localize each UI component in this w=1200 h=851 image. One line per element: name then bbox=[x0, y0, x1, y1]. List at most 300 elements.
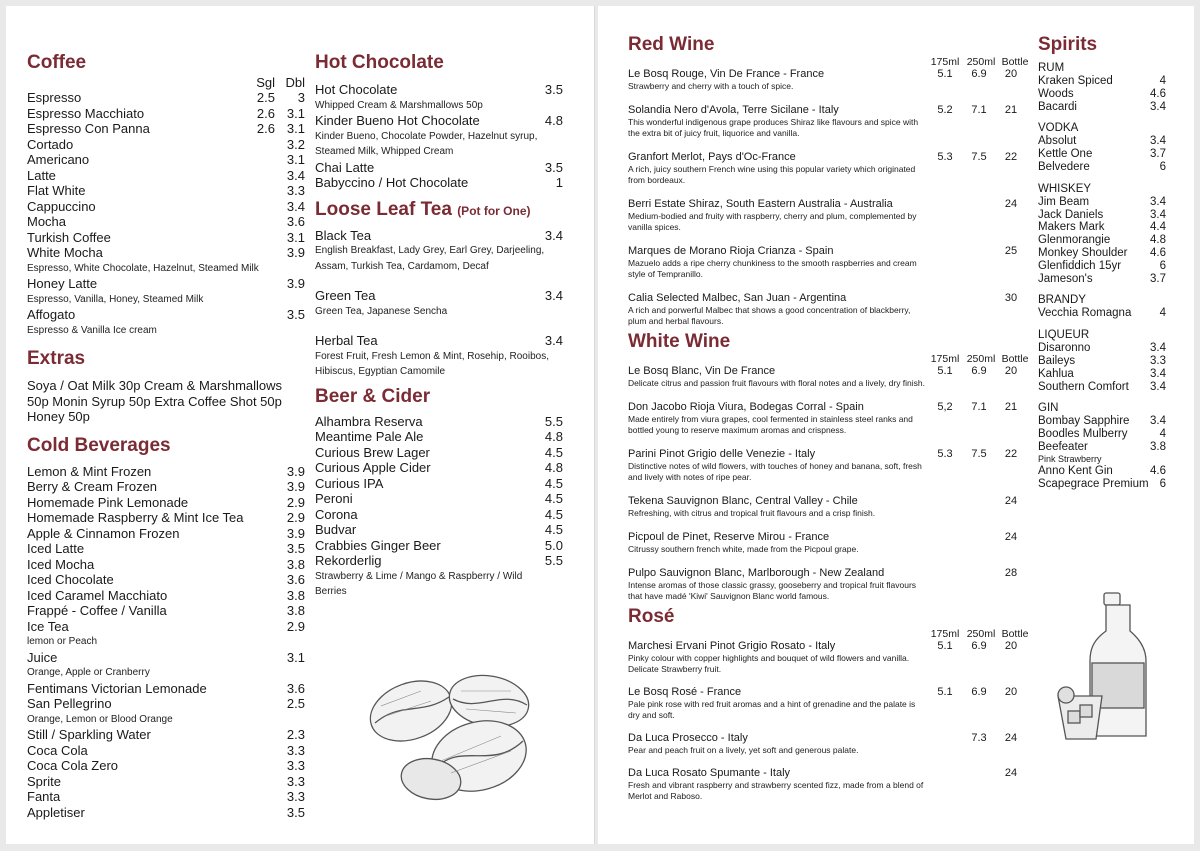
item-name: Alhambra Reserva bbox=[315, 413, 423, 429]
menu-item bbox=[27, 199, 305, 215]
item-name: Coca Cola bbox=[27, 742, 88, 758]
wine-name: Don Jacobo Rioja Viura, Bodegas Corral - Spain bbox=[628, 401, 864, 413]
cold-beverages-list bbox=[27, 464, 305, 821]
wine-item bbox=[628, 198, 1028, 233]
menu-item bbox=[27, 789, 305, 805]
spirit-item bbox=[1038, 75, 1166, 88]
spirit-item bbox=[1038, 307, 1166, 320]
wine-name: Le Bosq Rouge, Vin De France - France bbox=[628, 68, 825, 80]
price-250ml: 6.9 bbox=[971, 686, 987, 698]
spirit-item bbox=[1038, 209, 1166, 222]
price-bottle: 20 bbox=[1004, 640, 1018, 652]
menu-item bbox=[315, 445, 563, 461]
price-double: 3.9 bbox=[286, 245, 305, 260]
spirit-name: Glenfiddich 15yr bbox=[1038, 259, 1122, 272]
item-name: Curious Apple Cider bbox=[315, 460, 431, 475]
price-175ml: 5.1 bbox=[937, 640, 953, 652]
menu-item bbox=[27, 479, 305, 495]
spirit-category: BRANDY bbox=[1038, 294, 1086, 307]
tea-title: Loose Leaf Tea bbox=[315, 198, 452, 220]
menu-item bbox=[27, 603, 305, 619]
spirit-price: 3.4 bbox=[1150, 415, 1166, 428]
rose-size-header bbox=[628, 628, 1028, 640]
item-price: 4.8 bbox=[544, 113, 563, 128]
price-250ml: 6.9 bbox=[971, 68, 987, 80]
spirit-item bbox=[1038, 148, 1166, 161]
menu-item bbox=[315, 333, 563, 349]
menu-item bbox=[27, 774, 305, 790]
menu-item bbox=[27, 183, 305, 199]
coffee-size-header bbox=[27, 76, 305, 90]
wine-name: Picpoul de Pinet, Reserve Mirou - France bbox=[628, 531, 830, 543]
white-wine-list bbox=[628, 365, 1028, 602]
spirit-item bbox=[1038, 342, 1166, 355]
price-175ml: 5.3 bbox=[937, 448, 953, 460]
item-price: 3.4 bbox=[544, 288, 563, 303]
spirit-item bbox=[1038, 196, 1166, 209]
spirit-item bbox=[1038, 415, 1166, 428]
price-single: 2.6 bbox=[256, 105, 275, 121]
menu-item bbox=[27, 276, 305, 292]
item-name: Chai Latte bbox=[315, 159, 375, 175]
spirit-item bbox=[1038, 441, 1166, 454]
menu-item bbox=[27, 495, 305, 511]
spirit-name: Jameson's bbox=[1038, 272, 1093, 285]
wine-name: Tekena Sauvignon Blanc, Central Valley - Chile bbox=[628, 495, 858, 507]
item-name: Curious Brew Lager bbox=[315, 444, 430, 460]
size-175ml: 175ml bbox=[930, 628, 960, 640]
price-double: 3.1 bbox=[286, 229, 305, 245]
price-double: 3 bbox=[297, 90, 305, 105]
spirit-bottle-illustration bbox=[1050, 591, 1170, 741]
item-price: 2.9 bbox=[286, 510, 305, 525]
spirit-price: 4 bbox=[1159, 307, 1166, 320]
item-name: Budvar bbox=[315, 522, 357, 537]
menu-item bbox=[27, 214, 305, 230]
size-250ml: 250ml bbox=[966, 56, 996, 68]
item-price: 1 bbox=[555, 175, 563, 190]
spirit-item bbox=[1038, 273, 1166, 286]
spirit-price: 4.6 bbox=[1150, 87, 1166, 100]
menu-column-1 bbox=[27, 52, 305, 820]
spirit-name: Belvedere bbox=[1038, 160, 1090, 173]
spirits-column bbox=[1038, 34, 1166, 490]
item-name: Fentimans Victorian Lemonade bbox=[27, 680, 207, 696]
spirit-item bbox=[1038, 161, 1166, 174]
price-175ml: 5.1 bbox=[937, 365, 953, 377]
menu-item bbox=[315, 414, 563, 430]
menu-item bbox=[27, 650, 305, 666]
item-name: Meantime Pale Ale bbox=[315, 429, 424, 444]
extras-heading: Extras bbox=[27, 348, 86, 369]
size-175ml: 175ml bbox=[930, 353, 960, 365]
item-price: 3.4 bbox=[544, 227, 563, 243]
menu-item bbox=[27, 572, 305, 588]
item-name: Curious IPA bbox=[315, 475, 384, 491]
wine-description: Medium-bodied and fruity with raspberry, cherry and plum, complemented by vanilla spices. bbox=[628, 211, 917, 232]
wine-name: Marchesi Ervani Pinot Grigio Rosato - Italy bbox=[628, 640, 836, 652]
right-page bbox=[598, 6, 1194, 844]
item-price: 3.6 bbox=[286, 680, 305, 696]
item-name: Homemade Pink Lemonade bbox=[27, 494, 189, 510]
menu-item bbox=[27, 727, 305, 743]
spirit-price: 4.8 bbox=[1150, 234, 1166, 247]
spirit-name: Boodles Mulberry bbox=[1038, 428, 1128, 441]
item-price: 2.5 bbox=[286, 696, 305, 711]
menu-item bbox=[27, 805, 305, 821]
item-name: Ice Tea bbox=[27, 618, 69, 634]
spirit-note: Pink Strawberry bbox=[1038, 453, 1102, 464]
wine-description: Citrussy southern french white, made from the Picpoul grape. bbox=[628, 544, 859, 554]
spirit-price: 6 bbox=[1159, 160, 1166, 173]
price-double: 3.9 bbox=[286, 276, 305, 291]
item-price: 3.5 bbox=[286, 541, 305, 556]
item-price: 4.5 bbox=[544, 444, 563, 460]
wine-name: Pulpo Sauvignon Blanc, Marlborough - New Zealand bbox=[628, 567, 885, 579]
wine-item bbox=[628, 448, 1028, 483]
spirit-category: WHISKEY bbox=[1038, 182, 1092, 195]
price-bottle: 24 bbox=[1004, 495, 1018, 507]
menu-item bbox=[27, 230, 305, 246]
wine-item bbox=[628, 531, 1028, 555]
price-bottle: 22 bbox=[1004, 448, 1018, 460]
spirit-item bbox=[1038, 368, 1166, 381]
price-single bbox=[245, 230, 275, 246]
item-price: 3.5 bbox=[544, 159, 563, 175]
price-single: 2.6 bbox=[256, 121, 275, 136]
price-250ml: 7.5 bbox=[971, 151, 987, 163]
item-price: 3.8 bbox=[286, 556, 305, 572]
item-price: 4.8 bbox=[544, 429, 563, 444]
menu-item bbox=[315, 507, 563, 523]
item-name: Berry & Cream Frozen bbox=[27, 479, 158, 494]
price-bottle: 24 bbox=[1004, 198, 1018, 210]
price-single: 2.5 bbox=[256, 90, 275, 105]
spirit-item bbox=[1038, 101, 1166, 114]
price-bottle: 28 bbox=[1004, 567, 1018, 579]
price-250ml: 7.3 bbox=[971, 732, 987, 744]
price-bottle: 24 bbox=[1004, 531, 1018, 543]
wine-name: Calia Selected Malbec, San Juan - Argentina bbox=[628, 292, 847, 304]
item-price: 3.3 bbox=[286, 758, 305, 773]
menu-item bbox=[27, 152, 305, 168]
item-price: 2.3 bbox=[286, 727, 305, 742]
price-175ml: 5.1 bbox=[937, 68, 953, 80]
wine-item bbox=[628, 401, 1028, 436]
spirit-item bbox=[1038, 88, 1166, 101]
wine-column bbox=[628, 34, 1028, 802]
cold-beverages-heading: Cold Beverages bbox=[27, 434, 171, 456]
wine-item bbox=[628, 767, 1028, 802]
item-name: Crabbies Ginger Beer bbox=[315, 537, 441, 553]
spirit-name: Disaronno bbox=[1038, 342, 1091, 355]
menu-column-2 bbox=[315, 52, 563, 600]
price-single bbox=[245, 276, 275, 292]
spirit-name: Jack Daniels bbox=[1038, 208, 1104, 221]
item-price: 3.5 bbox=[544, 82, 563, 97]
item-description: English Breakfast, Lady Grey, Earl Grey, Darjeeling, Assam, Turkish Tea, Cardamom, Decaf bbox=[315, 245, 545, 272]
spirit-price: 6 bbox=[1159, 477, 1166, 490]
item-price: 3.3 bbox=[286, 742, 305, 758]
item-name: Flat White bbox=[27, 183, 86, 198]
wine-description: A rich and porwerful Malbec that shows a good concentration of blackberry, plum and herbal flavours. bbox=[628, 305, 911, 326]
white-wine-size-header bbox=[628, 353, 1028, 365]
spirit-name: Kettle One bbox=[1038, 148, 1093, 161]
coffee-heading: Coffee bbox=[27, 52, 87, 73]
beer-heading: Beer & Cider bbox=[315, 385, 431, 407]
item-name: Americano bbox=[27, 152, 90, 167]
item-price: 2.9 bbox=[286, 494, 305, 510]
price-250ml: 7.1 bbox=[971, 104, 987, 116]
item-description: Espresso, White Chocolate, Hazelnut, Steamed Milk bbox=[27, 262, 259, 274]
spirit-price: 4.6 bbox=[1150, 464, 1166, 477]
spirit-name: Glenmorangie bbox=[1038, 234, 1111, 247]
menu-item bbox=[27, 464, 305, 480]
size-250ml: 250ml bbox=[966, 628, 996, 640]
item-name: Sprite bbox=[27, 773, 61, 789]
wine-item bbox=[628, 495, 1028, 519]
item-price: 5.0 bbox=[544, 537, 563, 553]
item-name: Peroni bbox=[315, 491, 353, 506]
wine-description: A rich, juicy southern French wine using this popular variety which originated from bordeaux. bbox=[628, 164, 916, 185]
menu-item bbox=[27, 510, 305, 526]
item-price: 3.8 bbox=[286, 587, 305, 603]
spirit-name: Monkey Shoulder bbox=[1038, 246, 1128, 259]
spirit-item bbox=[1038, 428, 1166, 441]
spirit-price: 3.7 bbox=[1150, 148, 1166, 161]
price-single bbox=[245, 168, 275, 184]
spirit-item bbox=[1038, 260, 1166, 273]
item-name: Corona bbox=[315, 506, 358, 522]
spirit-item bbox=[1038, 247, 1166, 260]
extras-line: Soya / Oat Milk 30p Cream & Marshmallows bbox=[27, 378, 283, 393]
item-price: 4.5 bbox=[544, 522, 563, 537]
beer-note: Strawberry & Lime / Mango & Raspberry / Wild Berries bbox=[315, 570, 523, 597]
menu-item bbox=[27, 619, 305, 635]
menu-item bbox=[315, 476, 563, 492]
spirit-name: Woods bbox=[1038, 87, 1074, 100]
item-description: Whipped Cream & Marshmallows 50p bbox=[315, 99, 483, 111]
price-250ml: 6.9 bbox=[971, 640, 987, 652]
menu-item bbox=[27, 307, 305, 323]
menu-item bbox=[315, 82, 563, 98]
left-page bbox=[6, 6, 595, 844]
price-bottle: 24 bbox=[1004, 767, 1018, 779]
spirit-price: 4 bbox=[1159, 428, 1166, 441]
menu-item bbox=[27, 681, 305, 697]
price-double: 3.3 bbox=[286, 183, 305, 198]
spirit-item bbox=[1038, 478, 1166, 491]
price-double: 3.5 bbox=[286, 307, 305, 322]
spirit-price: 4.4 bbox=[1150, 221, 1166, 234]
red-wine-size-header bbox=[628, 56, 1028, 68]
item-description: Orange, Apple or Cranberry bbox=[27, 667, 150, 678]
item-name: Appletiser bbox=[27, 804, 85, 820]
item-name: Lemon & Mint Frozen bbox=[27, 463, 152, 479]
item-name: Turkish Coffee bbox=[27, 229, 111, 245]
item-description: Espresso & Vanilla Ice cream bbox=[27, 324, 157, 336]
price-single bbox=[245, 137, 275, 153]
item-price: 3.9 bbox=[286, 479, 305, 494]
spirit-price: 3.4 bbox=[1150, 208, 1166, 221]
item-price: 3.5 bbox=[286, 804, 305, 820]
coffee-beans-illustration bbox=[361, 661, 551, 811]
wine-name: Berri Estate Shiraz, South Eastern Australia - Australia bbox=[628, 198, 893, 210]
price-double: 3.4 bbox=[286, 167, 305, 183]
menu-item bbox=[27, 245, 305, 261]
item-name: Espresso bbox=[27, 90, 82, 105]
spirit-name: Kahlua bbox=[1038, 367, 1074, 380]
item-price: 5.5 bbox=[544, 553, 563, 568]
item-price: 3.3 bbox=[286, 789, 305, 804]
menu-item bbox=[315, 460, 563, 476]
spirit-category: GIN bbox=[1038, 402, 1059, 415]
price-bottle: 25 bbox=[1004, 245, 1018, 257]
menu-item bbox=[27, 541, 305, 557]
spirit-category: LIQUEUR bbox=[1038, 329, 1090, 342]
wine-description: Mazuelo adds a ripe cherry chunkiness to the smooth raspberries and cream style of Tempranillo. bbox=[628, 258, 917, 279]
item-price: 2.9 bbox=[286, 618, 305, 634]
tea-subtitle: (Pot for One) bbox=[457, 203, 531, 218]
wine-name: Granfort Merlot, Pays d'Oc-France bbox=[628, 151, 796, 163]
item-name: Still / Sparkling Water bbox=[27, 727, 151, 742]
item-price: 3.8 bbox=[286, 603, 305, 618]
price-single bbox=[245, 307, 275, 323]
extras-line: 50p Monin Syrup 50p Extra Coffee Shot 50p bbox=[27, 393, 282, 409]
red-wine-list bbox=[628, 68, 1028, 327]
spirit-name: Scapegrace Premium bbox=[1038, 477, 1149, 490]
menu-item bbox=[27, 557, 305, 573]
spirit-category: RUM bbox=[1038, 62, 1065, 74]
size-bottle: Bottle bbox=[1001, 628, 1029, 640]
spirit-name: Makers Mark bbox=[1038, 221, 1105, 234]
spirit-name: Jim Beam bbox=[1038, 195, 1090, 208]
wine-item bbox=[628, 104, 1028, 139]
spirit-name: Southern Comfort bbox=[1038, 380, 1129, 393]
menu-item bbox=[315, 553, 563, 569]
item-price: 3.1 bbox=[286, 649, 305, 665]
item-price: 3.3 bbox=[286, 773, 305, 789]
red-wine-heading: Red Wine bbox=[628, 34, 715, 55]
price-175ml: 5,2 bbox=[937, 401, 953, 413]
item-name: Rekorderlig bbox=[315, 553, 382, 568]
wine-item bbox=[628, 292, 1028, 327]
item-name: Juice bbox=[27, 649, 58, 665]
price-175ml: 5.3 bbox=[937, 151, 953, 163]
price-single bbox=[245, 199, 275, 215]
spirit-name: Kraken Spiced bbox=[1038, 75, 1113, 87]
wine-item bbox=[628, 245, 1028, 280]
hot-chocolate-list bbox=[315, 82, 563, 191]
wine-item bbox=[628, 567, 1028, 602]
spirit-item bbox=[1038, 234, 1166, 247]
spirits-heading: Spirits bbox=[1038, 34, 1098, 55]
price-single bbox=[245, 152, 275, 168]
menu-item bbox=[27, 526, 305, 542]
wine-name: Da Luca Prosecco - Italy bbox=[628, 732, 748, 744]
wine-description: Pale pink rose with red fruit aromas and a hint of grenadine and the palate is dry and soft. bbox=[628, 699, 916, 720]
white-wine-heading: White Wine bbox=[628, 331, 731, 352]
item-name: Iced Latte bbox=[27, 541, 85, 556]
price-250ml: 6.9 bbox=[971, 365, 987, 377]
wine-description: Pinky colour with copper highlights and bouquet of wild flowers and vanilla. Delicate Strawberry fruit. bbox=[628, 653, 910, 674]
spirit-item bbox=[1038, 465, 1166, 478]
item-price: 3.6 bbox=[286, 572, 305, 587]
spirit-price: 3.4 bbox=[1150, 342, 1166, 355]
spirit-price: 3.4 bbox=[1150, 195, 1166, 208]
price-single bbox=[245, 214, 275, 230]
item-name: White Mocha bbox=[27, 245, 103, 260]
spirit-price: 3.8 bbox=[1150, 440, 1166, 453]
spirit-price: 4 bbox=[1159, 75, 1166, 87]
item-description: Espresso, Vanilla, Honey, Steamed Milk bbox=[27, 293, 204, 305]
menu-item bbox=[27, 137, 305, 153]
item-price: 4.5 bbox=[544, 506, 563, 522]
item-name: Black Tea bbox=[315, 227, 372, 243]
item-price: 5.5 bbox=[544, 413, 563, 429]
item-description: lemon or Peach bbox=[27, 636, 98, 647]
spirit-name: Bombay Sapphire bbox=[1038, 415, 1130, 428]
wine-item bbox=[628, 151, 1028, 186]
spirit-item bbox=[1038, 221, 1166, 234]
spirit-price: 3.4 bbox=[1150, 135, 1166, 148]
menu-item bbox=[315, 522, 563, 538]
item-description: Orange, Lemon or Blood Orange bbox=[27, 713, 173, 725]
price-bottle: 21 bbox=[1004, 104, 1018, 116]
item-price: 4.5 bbox=[544, 475, 563, 491]
wine-item bbox=[628, 640, 1028, 675]
menu-item bbox=[27, 106, 305, 122]
spirit-name: Absolut bbox=[1038, 135, 1077, 148]
spirit-name: Anno Kent Gin bbox=[1038, 464, 1113, 477]
item-description: Steamed Milk, Whipped Cream bbox=[315, 146, 454, 157]
item-name: Iced Caramel Macchiato bbox=[27, 587, 168, 603]
size-175ml: 175ml bbox=[930, 56, 960, 68]
item-name: Green Tea bbox=[315, 288, 376, 303]
price-bottle: 21 bbox=[1004, 401, 1018, 413]
item-price: 3.9 bbox=[286, 525, 305, 541]
price-double: 3.1 bbox=[286, 105, 305, 121]
wine-item bbox=[628, 68, 1028, 92]
menu-item bbox=[315, 228, 563, 244]
menu-item bbox=[27, 758, 305, 774]
dbl-label: Dbl bbox=[285, 75, 305, 90]
item-name: Coca Cola Zero bbox=[27, 758, 119, 773]
item-name: Fanta bbox=[27, 789, 61, 804]
rose-heading: Rosé bbox=[628, 606, 675, 627]
menu-item bbox=[27, 743, 305, 759]
wine-description: Fresh and vibrant raspberry and strawberry scented fizz, made from a blend of Merlot and Raboso. bbox=[628, 780, 924, 801]
beer-list bbox=[315, 414, 563, 569]
price-double: 3.4 bbox=[286, 198, 305, 214]
wine-item bbox=[628, 365, 1028, 389]
price-bottle: 30 bbox=[1004, 292, 1018, 304]
item-name: Latte bbox=[27, 167, 56, 183]
item-name: Honey Latte bbox=[27, 276, 98, 291]
spirit-name: Bacardi bbox=[1038, 100, 1077, 113]
price-bottle: 22 bbox=[1004, 151, 1018, 163]
wine-description: Delicate citrus and passion fruit flavours with floral notes and a lively, dry finish. bbox=[628, 378, 926, 388]
wine-description: Strawberry and cherry with a touch of spice. bbox=[628, 81, 794, 91]
wine-name: Solandia Nero d'Avola, Terre Sicilane - Italy bbox=[628, 104, 839, 116]
menu-item bbox=[315, 429, 563, 445]
menu-item bbox=[27, 168, 305, 184]
price-double: 3.2 bbox=[286, 136, 305, 152]
price-bottle: 20 bbox=[1004, 686, 1018, 698]
price-single bbox=[245, 183, 275, 199]
menu-item bbox=[315, 491, 563, 507]
wine-description: Intense aromas of those classic grassy, gooseberry and tropical fruit flavours that have madé 'Kiwi' Sauvignon Blanc world famous. bbox=[628, 580, 917, 601]
